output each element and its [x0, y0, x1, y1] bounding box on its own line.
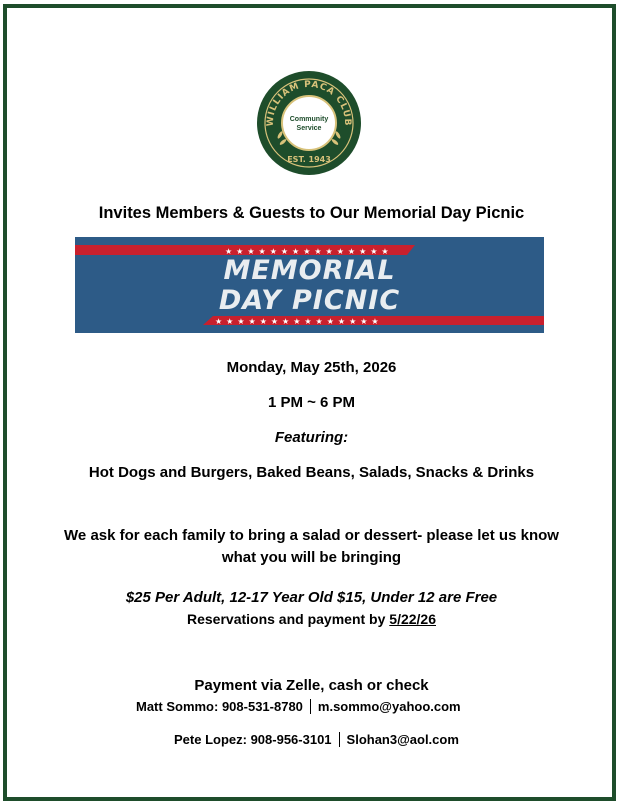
reservation-line: [0, 611, 623, 627]
divider: [339, 732, 340, 747]
contact-name-phone: Matt Sommo: 908-531-8780: [136, 699, 303, 714]
svg-text:★★★★★★★★★★★★★★★: ★★★★★★★★★★★★★★★: [225, 247, 393, 256]
contact-email[interactable]: m.sommo@yahoo.com: [317, 699, 461, 714]
event-time: 1 PM ~ 6 PM: [267, 394, 356, 411]
logo-est: EST. 1943: [287, 155, 331, 164]
event-date: Monday, May 25th, 2026: [226, 359, 397, 376]
memorial-day-banner: [75, 237, 544, 333]
divider: [310, 699, 311, 714]
contact-line-1: [136, 699, 461, 714]
logo-ring-text: WILLIAM PACA CLUB: [265, 79, 353, 127]
reservation-prefix: Reservations and payment by: [186, 611, 390, 627]
contact-name-phone: Pete Lopez: 908-956-3101: [174, 732, 332, 747]
reservation-date: 5/22/26: [389, 611, 436, 627]
contact-email[interactable]: Slohan3@aol.com: [346, 732, 459, 747]
invite-heading: Invites Members & Guests to Our Memorial Day Picnic: [98, 204, 525, 222]
contact-line-2: [174, 732, 459, 747]
william-paca-club-logo: [256, 70, 362, 176]
pricing-text: $25 Per Adult, 12-17 Year Old $15, Under 12 are Free: [125, 589, 498, 606]
logo-center-line1: Community: [289, 116, 329, 123]
ask-text: We ask for each family to bring a salad or dessert- please let us know what you will be bringing: [64, 527, 559, 566]
featuring-label: Featuring:: [274, 429, 349, 446]
menu-text: Hot Dogs and Burgers, Baked Beans, Salads, Snacks & Drinks: [88, 464, 535, 481]
banner-line2: DAY PICNIC: [218, 285, 401, 316]
logo-center-line2: Service: [296, 125, 322, 132]
banner-line1: MEMORIAL: [223, 255, 396, 286]
svg-text:★★★★★★★★★★★★★★★: ★★★★★★★★★★★★★★★: [215, 317, 383, 326]
payment-methods: Payment via Zelle, cash or check: [194, 677, 429, 694]
